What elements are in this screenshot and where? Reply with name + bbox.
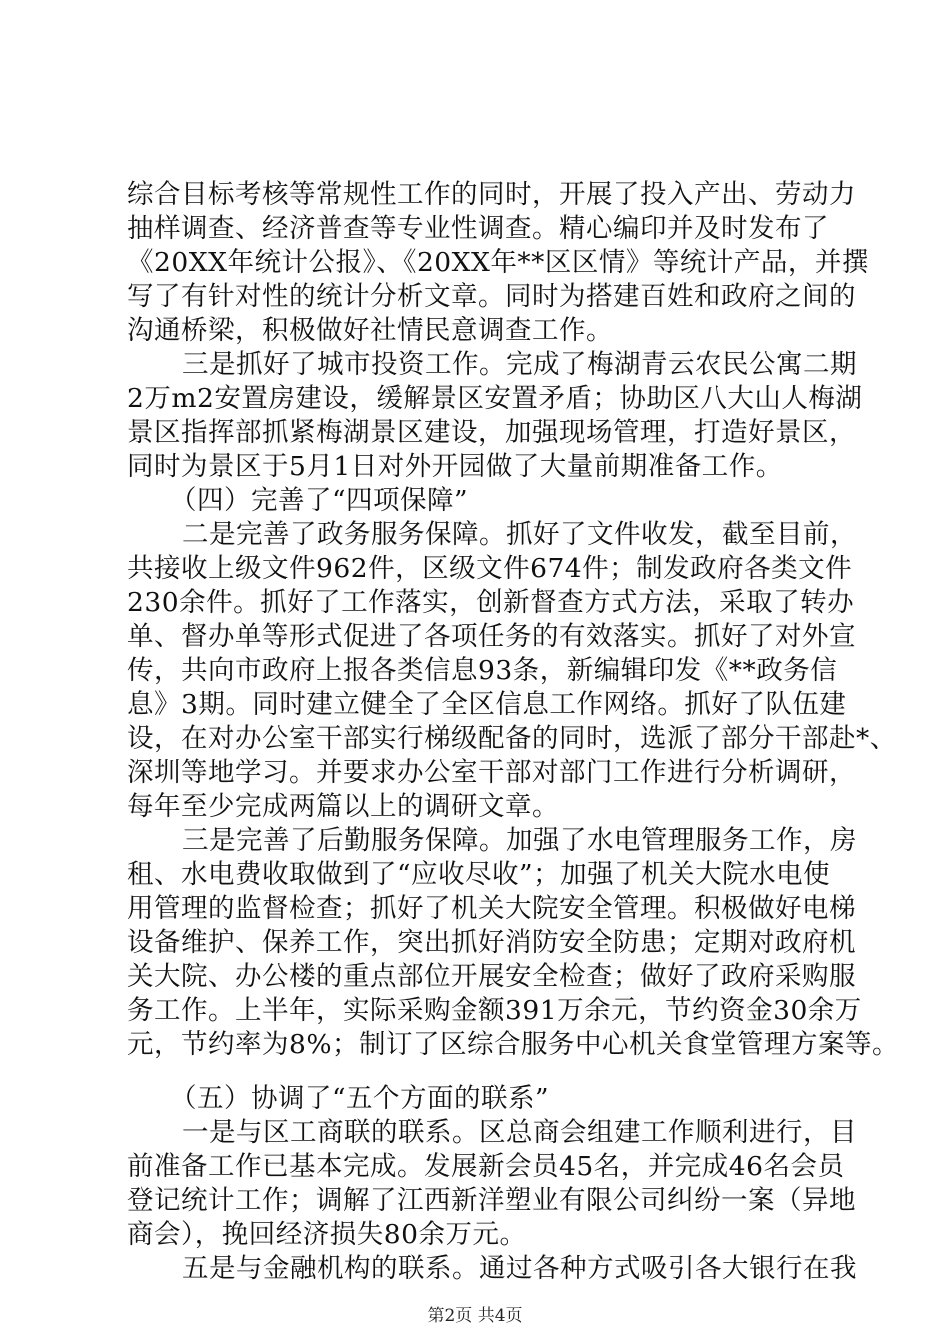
text-line: 综合目标考核等常规性工作的同时，开展了投入产出、劳动力	[127, 179, 856, 210]
text-line: 沟通桥梁，积极做好社情民意调查工作。	[127, 315, 613, 346]
text-line: 传，共向市政府上报各类信息93条，新编辑印发《**政务信	[127, 655, 838, 686]
paragraph-start-line: 三是抓好了城市投资工作。完成了梅湖青云农民公寓二期	[182, 349, 857, 380]
text-line: 230余件。抓好了工作落实，创新督查方式方法，采取了转办	[127, 587, 855, 618]
text-line: 元，节约率为8%；制订了区综合服务中心机关食堂管理方案等。	[127, 1029, 900, 1060]
text-line: 景区指挥部抓紧梅湖景区建设，加强现场管理，打造好景区，	[127, 417, 856, 448]
text-line: 关大院、办公楼的重点部位开展安全检查；做好了政府采购服	[127, 961, 856, 992]
text-line: 前准备工作已基本完成。发展新会员45名，并完成46名会员	[127, 1151, 845, 1182]
text-line: 每年至少完成两篇以上的调研文章。	[127, 791, 559, 822]
text-line: 共接收上级文件962件，区级文件674件；制发政府各类文件	[127, 553, 853, 584]
text-line: 用管理的监督检查；抓好了机关大院安全管理。积极做好电梯	[127, 893, 856, 924]
text-line: 设备维护、保养工作，突出抓好消防安全防患；定期对政府机	[127, 927, 856, 958]
text-line: 2万m2安置房建设，缓解景区安置矛盾；协助区八大山人梅湖	[127, 383, 863, 414]
paragraph-start-line: 二是完善了政务服务保障。抓好了文件收发，截至目前，	[182, 519, 857, 550]
paragraph-start-line: 三是完善了后勤服务保障。加强了水电管理服务工作，房	[182, 825, 857, 856]
text-line: 同时为景区于5月1日对外开园做了大量前期准备工作。	[127, 451, 783, 482]
text-line: 商会），挽回经济损失80余万元。	[127, 1219, 527, 1250]
text-line: 深圳等地学习。并要求办公室干部对部门工作进行分析调研，	[127, 757, 856, 788]
text-line: 息》3期。同时建立健全了全区信息工作网络。抓好了队伍建	[127, 689, 847, 720]
text-line: 务工作。上半年，实际采购金额391万余元，节约资金30余万	[127, 995, 862, 1026]
text-line: 写了有针对性的统计分析文章。同时为搭建百姓和政府之间的	[127, 281, 856, 312]
text-line: 登记统计工作；调解了江西新洋塑业有限公司纠纷一案（异地	[127, 1185, 856, 1216]
text-line: 《20XX年统计公报》、《20XX年**区区情》等统计产品，并撰	[127, 247, 869, 278]
text-line: 设，在对办公室干部实行梯级配备的同时，选派了部分干部赴*、	[127, 723, 897, 754]
section-heading: （四）完善了“四项保障”	[170, 485, 469, 516]
text-line: 抽样调查、经济普查等专业性调查。精心编印并及时发布了	[127, 213, 829, 244]
section-heading: （五）协调了“五个方面的联系”	[170, 1083, 550, 1114]
text-line: 租、水电费收取做到了“应收尽收”；加强了机关大院水电使	[127, 859, 831, 890]
text-line: 单、督办单等形式促进了各项任务的有效落实。抓好了对外宣	[127, 621, 856, 652]
page-number-footer: 第2页 共4页	[427, 1306, 523, 1326]
paragraph-start-line: 一是与区工商联的联系。区总商会组建工作顺利进行，目	[182, 1117, 857, 1148]
paragraph-start-line: 五是与金融机构的联系。通过各种方式吸引各大银行在我	[182, 1253, 857, 1284]
